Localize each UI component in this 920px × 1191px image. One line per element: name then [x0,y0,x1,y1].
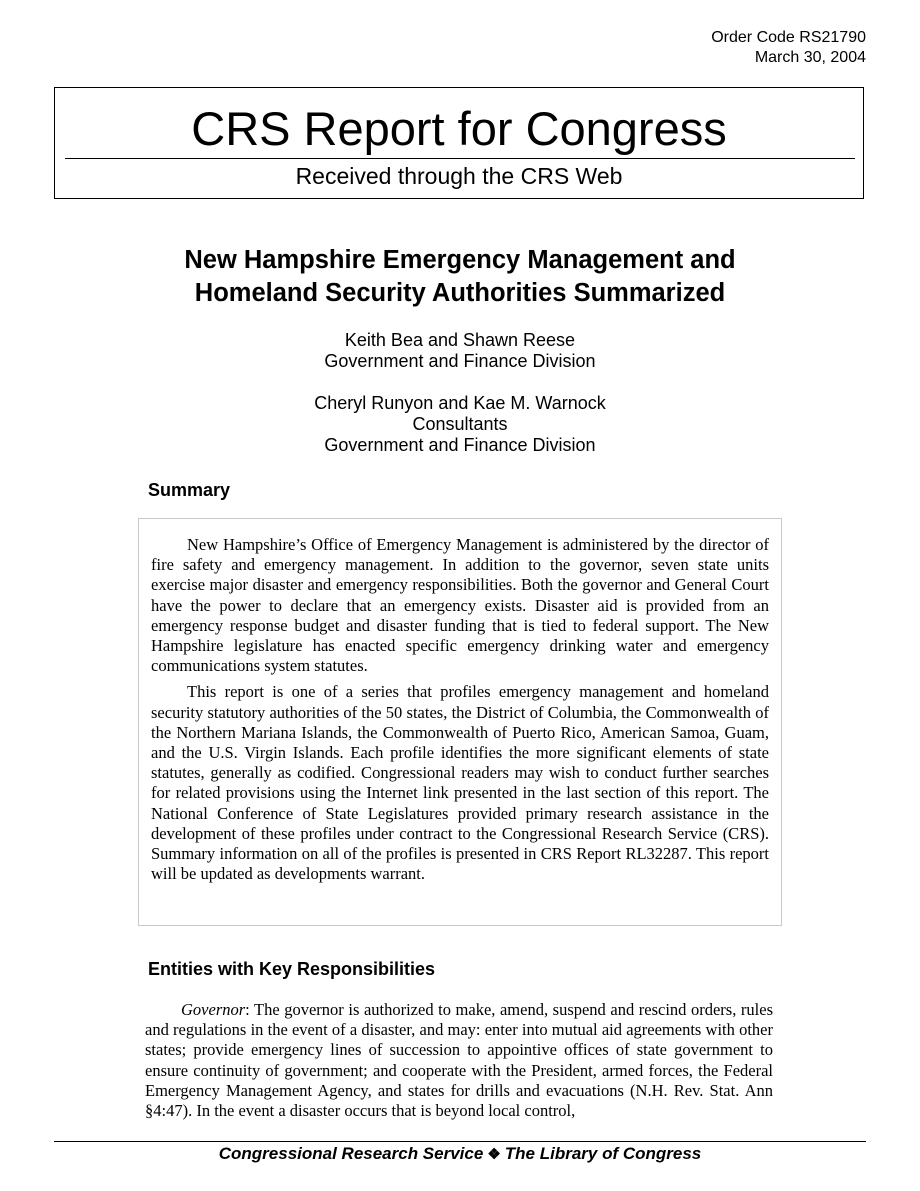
author-affiliation: Government and Finance Division [324,435,596,455]
report-date: March 30, 2004 [754,49,866,66]
report-banner [54,87,864,199]
banner-title: CRS Report for Congress [191,102,727,155]
author-affiliation: Government and Finance Division [324,351,596,371]
summary-box [138,518,782,926]
summary-paragraph: New Hampshire’s Office of Emergency Management is administered by the director of fire safety and emergency management. In addition to the governor, seven state units exercise major disaster and emergency responsibilities. Both the governor and General Court have the power to declare that an emergency exists. Disaster aid is provided from an emergency response budget and disaster funding that is tied to federal support. The New Hampshire legislature has enacted specific emergency drinking water and emergency communications system statutes. [151,535,769,676]
order-code: Order Code RS21790 [711,29,866,46]
footer-loc: The Library of Congress [504,1144,702,1163]
author-names: Cheryl Runyon and Kae M. Warnock [314,393,606,413]
summary-paragraph: This report is one of a series that profiles emergency management and homeland security statutory authorities of the 50 states, the District of Columbia, the Commonwealth of the Northern Mariana Islands, the Commonwealth of Puerto Rico, American Samoa, Guam, and the U.S. Virgin Islands. Each profile identifies the more significant elements of state statutes, generally as codified. Congressional readers may wish to conduct further searches for related provisions using the Internet link presented in the last section of this report. The National Conference of State Legislatures provided primary research assistance in the development of these profiles under contract to the Congressional Research Service (CRS). Summary information on all of the profiles is presented in CRS Report RL32287. This report will be updated as developments warrant. [151,682,769,884]
order-info [711,28,866,68]
document-title [0,244,920,310]
governor-paragraph [145,1000,773,1121]
author-group-2 [0,393,920,456]
summary-text [151,535,769,884]
diamond-icon: ❖ [487,1146,501,1163]
banner-subtitle: Received through the CRS Web [295,163,623,189]
footer-divider [54,1141,866,1142]
summary-heading: Summary [148,480,231,500]
banner-divider [65,158,855,159]
footer [0,1143,920,1166]
author-group-1 [0,330,920,372]
entities-body [145,1000,773,1121]
entities-heading: Entities with Key Responsibilities [148,959,436,979]
author-names: Keith Bea and Shawn Reese [344,330,576,350]
author-role: Consultants [412,414,508,434]
title-line: Homeland Security Authorities Summarized [194,279,726,307]
footer-crs: Congressional Research Service [218,1144,484,1163]
governor-label: Governor [181,1000,246,1019]
governor-text: : The governor is authorized to make, amend, suspend and rescind orders, rules and regulations in the event of a disaster, and may: enter into mutual aid agreements with other states; provide emergency lines of succession to appointive offices of state government to ensure continuity of government; and cooperate with the President, armed forces, the Federal Emergency Management Agency, and states for drills and evacuations (N.H. Rev. Stat. Ann §4:47). In the event a disaster occurs that is beyond local control, [145,1000,773,1121]
title-line: New Hampshire Emergency Management and [184,246,736,274]
